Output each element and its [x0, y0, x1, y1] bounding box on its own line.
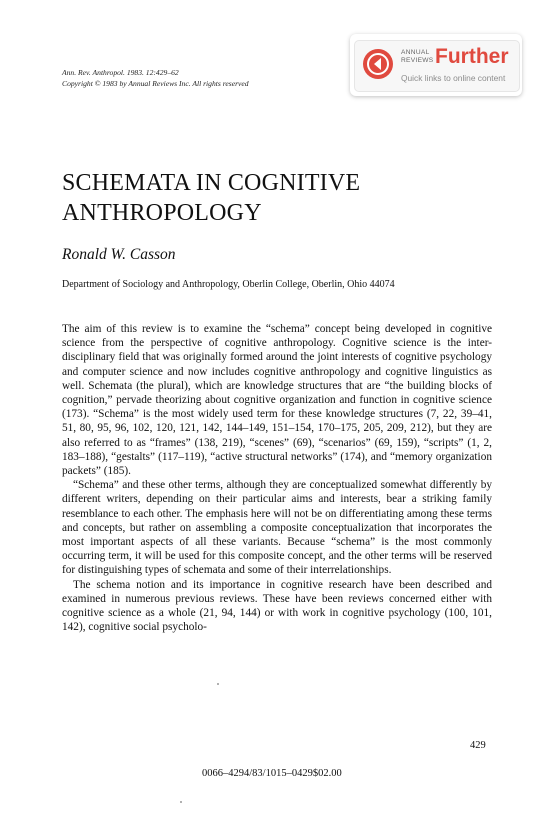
- page-number: 429: [470, 740, 486, 751]
- body-paragraph: The aim of this review is to examine the “schema” concept being developed in cognitive science from the perspective of cognitive anthropology. Cognitive science is the inter-disciplinary field that was originally formed around the joint interests of cognitive psychology and computer science and now includes cognitive anthropology and cognitive linguistics as well. Schemata (the plural), which are knowledge structures that are “the building blocks of cognition,” pervade theorizing about cognitive organization and function in cognitive science (173). “Schema” is the most widely used term for these knowledge structures (7, 22, 39–41, 51, 80, 95, 96, 102, 120, 121, 142, 144–149, 151–154, 170–175, 205, 209, 212), but they are also referred to as “frames” (138, 219), “scenes” (69), “scenarios” (69, 159), “scripts” (1, 2, 183–188), “gestalts” (117–119), “active structural networks” (174), and “memory organization packets” (185).: [62, 323, 492, 478]
- further-subtitle: Quick links to online content: [401, 73, 506, 83]
- article-title: SCHEMATA IN COGNITIVE ANTHROPOLOGY: [62, 170, 361, 226]
- further-badge[interactable]: [350, 34, 522, 96]
- annual-reviews-label: ANNUAL REVIEWS: [401, 49, 434, 64]
- further-badge-tile[interactable]: [354, 40, 520, 92]
- scan-speck: [217, 683, 219, 685]
- article-body: [62, 322, 492, 634]
- further-label: Further: [435, 45, 509, 68]
- body-paragraph: The schema notion and its importance in cognitive research have been described and examined in numerous previous reviews. These have been reviews concerned either with cognitive science as a whole (21, 94, 144) or with work in cognitive psychology (100, 101, 142), cognitive social psycholo-: [62, 578, 492, 634]
- scan-speck: [180, 801, 182, 803]
- copyright-notice: Copyright © 1983 by Annual Reviews Inc. All rights reserved: [62, 79, 249, 88]
- author-affiliation: Department of Sociology and Anthropology, Oberlin College, Oberlin, Ohio 44074: [62, 279, 395, 290]
- play-arrow-icon: [363, 49, 393, 79]
- journal-citation: Ann. Rev. Anthropol. 1983. 12:429–62: [62, 68, 179, 77]
- author-name: Ronald W. Casson: [62, 246, 176, 263]
- body-paragraph: “Schema” and these other terms, although they are conceptualized somewhat differently by different writers, depending on their particular aims and interests, bear a striking family resemblance to each other. The emphasis here will not be on differentiating among these terms and concepts, but rather on assembling a composite conceptualization that incorporates the most important aspects of all these variants. Because “schema” is the most commonly occurring term, it will be used for this composite concept, and the other terms will be reserved for distinguishing types of schemata and some of their interrelationships.: [62, 479, 492, 577]
- price-code: 0066–4294/83/1015–0429$02.00: [202, 768, 342, 779]
- journal-citation-block: [62, 67, 249, 89]
